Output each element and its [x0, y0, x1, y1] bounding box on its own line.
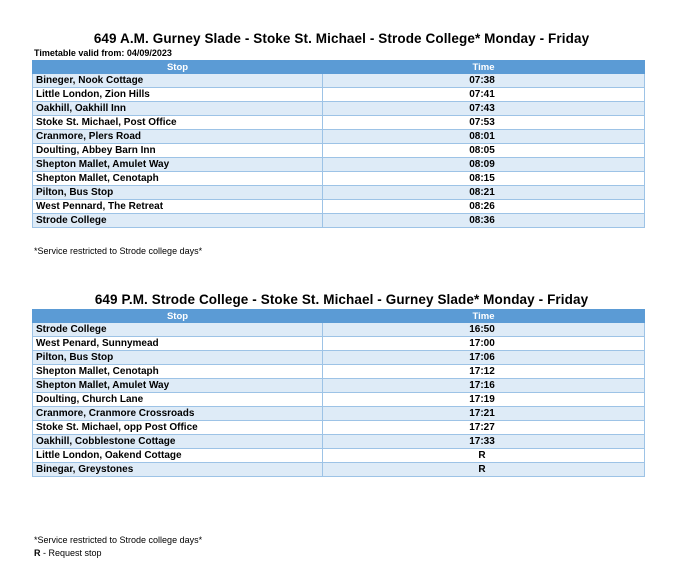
- request-stop-legend: [34, 548, 102, 558]
- stop-time: 17:06: [469, 352, 495, 363]
- stop-name: Strode College: [33, 323, 323, 337]
- pm-header-row: [33, 310, 645, 323]
- stop-name: Shepton Mallet, Amulet Way: [33, 158, 323, 172]
- stop-time-cell: [323, 186, 645, 200]
- pm-table-row: [33, 337, 645, 351]
- stop-time: 17:33: [469, 436, 495, 447]
- stop-time: 16:50: [469, 324, 495, 335]
- stop-time: 07:38: [469, 75, 495, 86]
- stop-time: 08:36: [469, 215, 495, 226]
- stop-name: Binegar, Greystones: [33, 463, 323, 477]
- stop-name: Shepton Mallet, Amulet Way: [33, 379, 323, 393]
- stop-time: R: [478, 450, 486, 461]
- stop-time-cell: [323, 393, 645, 407]
- stop-time-cell: [323, 102, 645, 116]
- stop-name: Pilton, Bus Stop: [33, 351, 323, 365]
- stop-time-cell: [323, 337, 645, 351]
- stop-time-cell: [323, 407, 645, 421]
- stop-name: Pilton, Bus Stop: [33, 186, 323, 200]
- stop-name: Oakhill, Oakhill Inn: [33, 102, 323, 116]
- pm-table-row: [33, 351, 645, 365]
- pm-service-note: *Service restricted to Strode college days*: [34, 535, 203, 545]
- stop-time: 17:12: [469, 366, 495, 377]
- am-table-row: [33, 102, 645, 116]
- stop-name: Bineger, Nook Cottage: [33, 74, 323, 88]
- pm-table-row: [33, 323, 645, 337]
- am-table-row: [33, 130, 645, 144]
- am-timetable-table: [32, 60, 645, 228]
- stop-time-cell: [323, 379, 645, 393]
- am-table-row: [33, 116, 645, 130]
- stop-name: Stoke St. Michael, Post Office: [33, 116, 323, 130]
- stop-time-cell: [323, 116, 645, 130]
- am-table-row: [33, 74, 645, 88]
- pm-table-row: [33, 393, 645, 407]
- stop-time-cell: [323, 74, 645, 88]
- stop-time-cell: [323, 365, 645, 379]
- stop-time-cell: [323, 421, 645, 435]
- pm-timetable-body: [33, 323, 645, 477]
- pm-table-row: [33, 463, 645, 477]
- stop-name: Little London, Zion Hills: [33, 88, 323, 102]
- am-table-row: [33, 88, 645, 102]
- pm-timetable-title: 649 P.M. Strode College - Stoke St. Michael - Gurney Slade* Monday - Friday: [94, 292, 589, 307]
- stop-time: 07:41: [469, 89, 495, 100]
- am-table-row: [33, 144, 645, 158]
- stop-name: Stoke St. Michael, opp Post Office: [33, 421, 323, 435]
- stop-time-cell: [323, 130, 645, 144]
- stop-time: 17:16: [469, 380, 495, 391]
- stop-name: Shepton Mallet, Cenotaph: [33, 365, 323, 379]
- pm-timetable-table: [32, 309, 645, 477]
- am-valid-from: Timetable valid from: 04/09/2023: [34, 48, 172, 58]
- stop-name: Doulting, Abbey Barn Inn: [33, 144, 323, 158]
- pm-table-row: [33, 449, 645, 463]
- request-stop-text: - Request stop: [40, 548, 102, 558]
- stop-time: 17:00: [469, 338, 495, 349]
- pm-table-row: [33, 421, 645, 435]
- am-table-row: [33, 186, 645, 200]
- stop-time-cell: [323, 449, 645, 463]
- stop-time: 07:43: [469, 103, 495, 114]
- stop-name: Cranmore, Cranmore Crossroads: [33, 407, 323, 421]
- stop-time-cell: [323, 158, 645, 172]
- am-table-row: [33, 200, 645, 214]
- stop-time: 07:53: [469, 117, 495, 128]
- stop-time: 08:09: [469, 159, 495, 170]
- stop-time-cell: [323, 435, 645, 449]
- pm-table-row: [33, 407, 645, 421]
- pm-header-time: Time: [323, 310, 645, 323]
- pm-table-row: [33, 435, 645, 449]
- am-table-row: [33, 214, 645, 228]
- stop-time-cell: [323, 172, 645, 186]
- am-table-row: [33, 172, 645, 186]
- am-timetable-title: 649 A.M. Gurney Slade - Stoke St. Michael - Strode College* Monday - Friday: [93, 31, 590, 46]
- stop-time: 08:01: [469, 131, 495, 142]
- am-table-row: [33, 158, 645, 172]
- stop-time-cell: [323, 144, 645, 158]
- stop-time-cell: [323, 88, 645, 102]
- request-stop-key: R: [34, 548, 41, 558]
- stop-name: Shepton Mallet, Cenotaph: [33, 172, 323, 186]
- am-service-note: *Service restricted to Strode college days*: [34, 246, 203, 256]
- stop-name: West Pennard, The Retreat: [33, 200, 323, 214]
- stop-name: West Penard, Sunnymead: [33, 337, 323, 351]
- am-header-row: [33, 61, 645, 74]
- stop-time-cell: [323, 351, 645, 365]
- stop-time: 08:15: [469, 173, 495, 184]
- pm-table-row: [33, 365, 645, 379]
- stop-time-cell: [323, 323, 645, 337]
- pm-table-row: [33, 379, 645, 393]
- stop-time: 08:05: [469, 145, 495, 156]
- stop-name: Doulting, Church Lane: [33, 393, 323, 407]
- stop-time: 08:26: [469, 201, 495, 212]
- stop-name: Oakhill, Cobblestone Cottage: [33, 435, 323, 449]
- pm-header-stop: Stop: [33, 310, 323, 323]
- stop-time: 17:27: [469, 422, 495, 433]
- stop-time: 08:21: [469, 187, 495, 198]
- am-header-stop: Stop: [33, 61, 323, 74]
- stop-name: Little London, Oakend Cottage: [33, 449, 323, 463]
- stop-time-cell: [323, 463, 645, 477]
- stop-time-cell: [323, 214, 645, 228]
- stop-time: R: [478, 464, 486, 475]
- stop-time-cell: [323, 200, 645, 214]
- am-timetable-body: [33, 74, 645, 228]
- am-header-time: Time: [323, 61, 645, 74]
- stop-name: Cranmore, Plers Road: [33, 130, 323, 144]
- stop-time: 17:21: [469, 408, 495, 419]
- stop-time: 17:19: [469, 394, 495, 405]
- stop-name: Strode College: [33, 214, 323, 228]
